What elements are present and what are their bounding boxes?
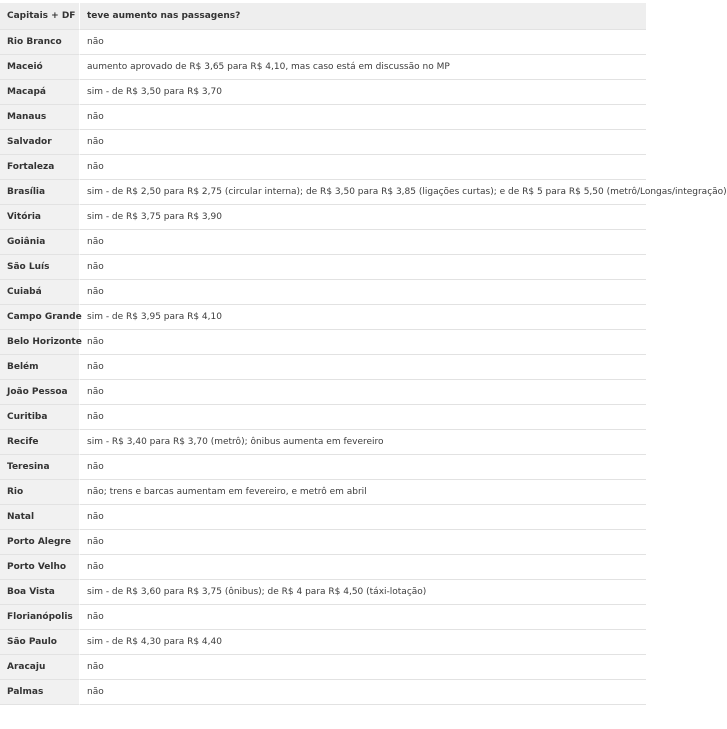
capital-cell: Vitória [0,205,80,230]
table-row [0,55,646,80]
fare-increase-cell: não [80,30,646,55]
fare-increase-cell: não [80,330,646,355]
table-row [0,680,646,705]
fare-increase-cell: sim - de R$ 3,75 para R$ 3,90 [80,205,646,230]
capital-cell: Recife [0,430,80,455]
column-header-fare-increase: teve aumento nas passagens? [80,3,646,30]
fare-increase-cell: não [80,355,646,380]
capital-cell: Cuiabá [0,280,80,305]
capital-cell: São Luís [0,255,80,280]
fare-increase-cell: não [80,530,646,555]
table-row [0,330,646,355]
capital-cell: Macapá [0,80,80,105]
capital-cell: Salvador [0,130,80,155]
capital-cell: Aracaju [0,655,80,680]
table-row [0,530,646,555]
capital-cell: Palmas [0,680,80,705]
fare-increase-cell: não [80,130,646,155]
fare-increase-cell: sim - R$ 3,40 para R$ 3,70 (metrô); ônibus aumenta em fevereiro [80,430,646,455]
capital-cell: Rio Branco [0,30,80,55]
fare-increase-cell: não [80,105,646,130]
fare-increase-cell: não [80,555,646,580]
fare-increase-cell: aumento aprovado de R$ 3,65 para R$ 4,10, mas caso está em discussão no MP [80,55,646,80]
capital-cell: Maceió [0,55,80,80]
table-header-row [0,3,646,30]
table-row [0,455,646,480]
capital-cell: Fortaleza [0,155,80,180]
fare-increase-cell: não [80,680,646,705]
table-body [0,30,727,705]
capital-cell: Teresina [0,455,80,480]
fare-increase-cell: sim - de R$ 4,30 para R$ 4,40 [80,630,646,655]
capital-cell: Porto Velho [0,555,80,580]
fare-increase-cell: não [80,655,646,680]
table-row [0,430,646,455]
capital-cell: João Pessoa [0,380,80,405]
fare-increase-cell: não [80,280,646,305]
capital-cell: Natal [0,505,80,530]
table-row [0,205,646,230]
column-header-capital: Capitais + DF [0,3,80,30]
capital-cell: Boa Vista [0,580,80,605]
table-row [0,480,646,505]
fare-increase-cell: sim - de R$ 3,60 para R$ 3,75 (ônibus); de R$ 4 para R$ 4,50 (táxi-lotação) [80,580,646,605]
table-row [0,30,646,55]
table-row [0,580,646,605]
fare-increase-cell: não [80,505,646,530]
fare-increase-cell: sim - de R$ 2,50 para R$ 2,75 (circular interna); de R$ 3,50 para R$ 3,85 (ligações curtas); e de R$ 5 para R$ 5,50 (metrô/Longas/integração) [80,180,646,205]
table-row [0,380,646,405]
table-row [0,505,646,530]
fare-increase-cell: não [80,155,646,180]
fare-increase-table-container [0,3,727,705]
table-row [0,230,646,255]
table-row [0,130,646,155]
table-row [0,180,646,205]
capital-cell: Florianópolis [0,605,80,630]
table-row [0,155,646,180]
capital-cell: Goiânia [0,230,80,255]
fare-increase-cell: não; trens e barcas aumentam em fevereiro, e metrô em abril [80,480,646,505]
capital-cell: Brasília [0,180,80,205]
capital-cell: Belo Horizonte [0,330,80,355]
table-row [0,305,646,330]
capital-cell: Campo Grande [0,305,80,330]
table-row [0,630,646,655]
table-row [0,255,646,280]
fare-increase-cell: não [80,380,646,405]
fare-increase-cell: não [80,255,646,280]
table-row [0,655,646,680]
fare-increase-cell: sim - de R$ 3,95 para R$ 4,10 [80,305,646,330]
capital-cell: Belém [0,355,80,380]
fare-increase-cell: não [80,605,646,630]
table-row [0,80,646,105]
fare-increase-cell: sim - de R$ 3,50 para R$ 3,70 [80,80,646,105]
capital-cell: Rio [0,480,80,505]
capital-cell: São Paulo [0,630,80,655]
fare-increase-cell: não [80,230,646,255]
capital-cell: Manaus [0,105,80,130]
table-row [0,355,646,380]
table-row [0,605,646,630]
capital-cell: Curitiba [0,405,80,430]
table-row [0,105,646,130]
fare-increase-cell: não [80,455,646,480]
table-row [0,405,646,430]
table-row [0,280,646,305]
capital-cell: Porto Alegre [0,530,80,555]
fare-increase-cell: não [80,405,646,430]
table-row [0,555,646,580]
fare-increase-table [0,3,727,705]
